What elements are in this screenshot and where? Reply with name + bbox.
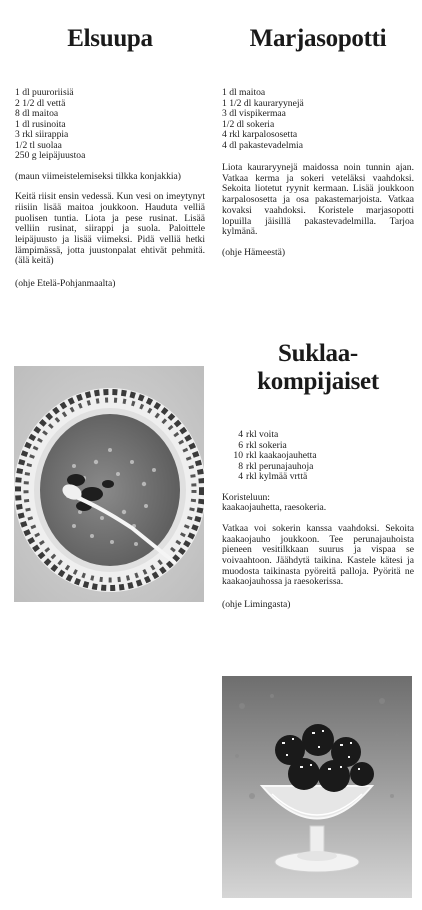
ingredient-quantity: 4 [238,429,243,440]
ingredient-item: 4 dl pakastevadelmia [222,139,303,151]
elsuupa-finish-note: (maun viimeistelemiseksi tilkka konjakkia) [15,170,181,182]
suklaakompijaiset-source: (ohje Limingasta) [222,599,291,611]
marjasopotti-method: Liota kauraryynejä maidossa noin tunnin ajan. Vatkaa kerma ja sokeri veteläksi vaahdoksi. Sekoita liotetut ryynit kermaan. Lisää joukkoon karpalososetta ja osa pakastemarjoista. Vatkaa kovaksi vaahdoksi. Koristele marjasopotti lopuilla jäisillä pakastevadelmilla. Tarjoa kylmänä. [222,162,414,238]
ingredient-name: rkl sokeria [246,439,287,451]
soup-plate-photo [14,366,204,602]
elsuupa-method: Keitä riisit ensin vedessä. Kun vesi on imeytynyt riisiin lisää maitoa joukkoon. Hauduta velliä puolisen tuntia. Liota ja pese rusinat. Lisää velliin rusinat, siirappi ja suola. Paloittele leipäjuusto ja lisää viimeksi. Pidä velliä hetki lämpimässä, jotta juustonpalat ehtivät pehmitä. (älä keitä) [15,191,205,267]
ingredient-item: 1 1/2 dl kauraryynejä [222,97,304,109]
ingredient-item [222,451,414,462]
ingredient-item: 4 rkl karpalososetta [222,129,298,140]
suklaakompijaiset-method: Vatkaa voi sokerin kanssa vaahdoksi. Sekoita kaakaojauho joukkoon. Tee perunajauhoista pieneen vesitilkkaan suurus ja vispaa se voivaahtoon. Jäähdytä taikina. Kastele kätesi ja muodosta taikinasta pyöreitä palloja. Pyöritä ne kaakaojauhossa ja raesokerissa. [222,522,414,588]
ingredient-name: rkl voita [246,429,279,440]
ingredient-item: 2 1/2 dl vettä [15,97,66,109]
suklaakompijaiset-recipe [222,430,414,611]
ingredient-item: 3 rkl siirappia [15,129,69,140]
ingredient-item: 1 dl maitoa [222,87,266,98]
marjasopotti-recipe [222,24,414,259]
marjasopotti-ingredient-list [222,88,414,151]
elsuupa-title: Elsuupa [67,25,153,52]
marjasopotti-source: (ohje Hämeestä) [222,246,286,258]
elsuupa-source: (ohje Etelä-Pohjanmaalta) [15,278,116,290]
elsuupa-recipe [15,24,205,290]
ingredient-quantity: 4 [238,471,243,482]
ingredient-name: rkl kylmää vrttä [246,471,308,482]
title-line: kompijaiset [257,368,379,395]
ingredient-item: 250 g leipäjuustoa [15,150,86,161]
ingredient-quantity: 6 [238,439,243,451]
ingredient-item [222,430,414,441]
ingredient-name: rkl perunajauhoja [246,460,314,472]
marjasopotti-title: Marjasopotti [249,25,387,52]
ingredient-item: 1 dl rusinoita [15,118,66,130]
ingredient-item: 8 dl maitoa [15,108,59,119]
suklaakompijaiset-title [222,340,414,396]
ingredient-item: 1/2 dl sokeria [222,118,275,130]
title-line: Suklaa- [278,340,358,367]
ingredient-item [222,472,414,483]
elsuupa-ingredient-list [15,88,205,162]
decoration-items: kaakaojauhetta, raesokeria. [222,502,327,514]
ingredient-quantity: 8 [238,460,243,472]
ingredient-item: 1/2 tl suolaa [15,139,62,151]
suklaakompijaiset-ingredient-list [222,430,414,483]
ingredient-item: 1 dl puuroriisiä [15,87,74,98]
chocolate-balls-photo [222,676,412,898]
decoration-heading: Koristeluun: [222,491,270,503]
ingredient-quantity: 10 [233,450,243,461]
ingredient-name: rkl kaakaojauhetta [246,450,317,461]
ingredient-item: 3 dl vispikermaa [222,108,286,119]
